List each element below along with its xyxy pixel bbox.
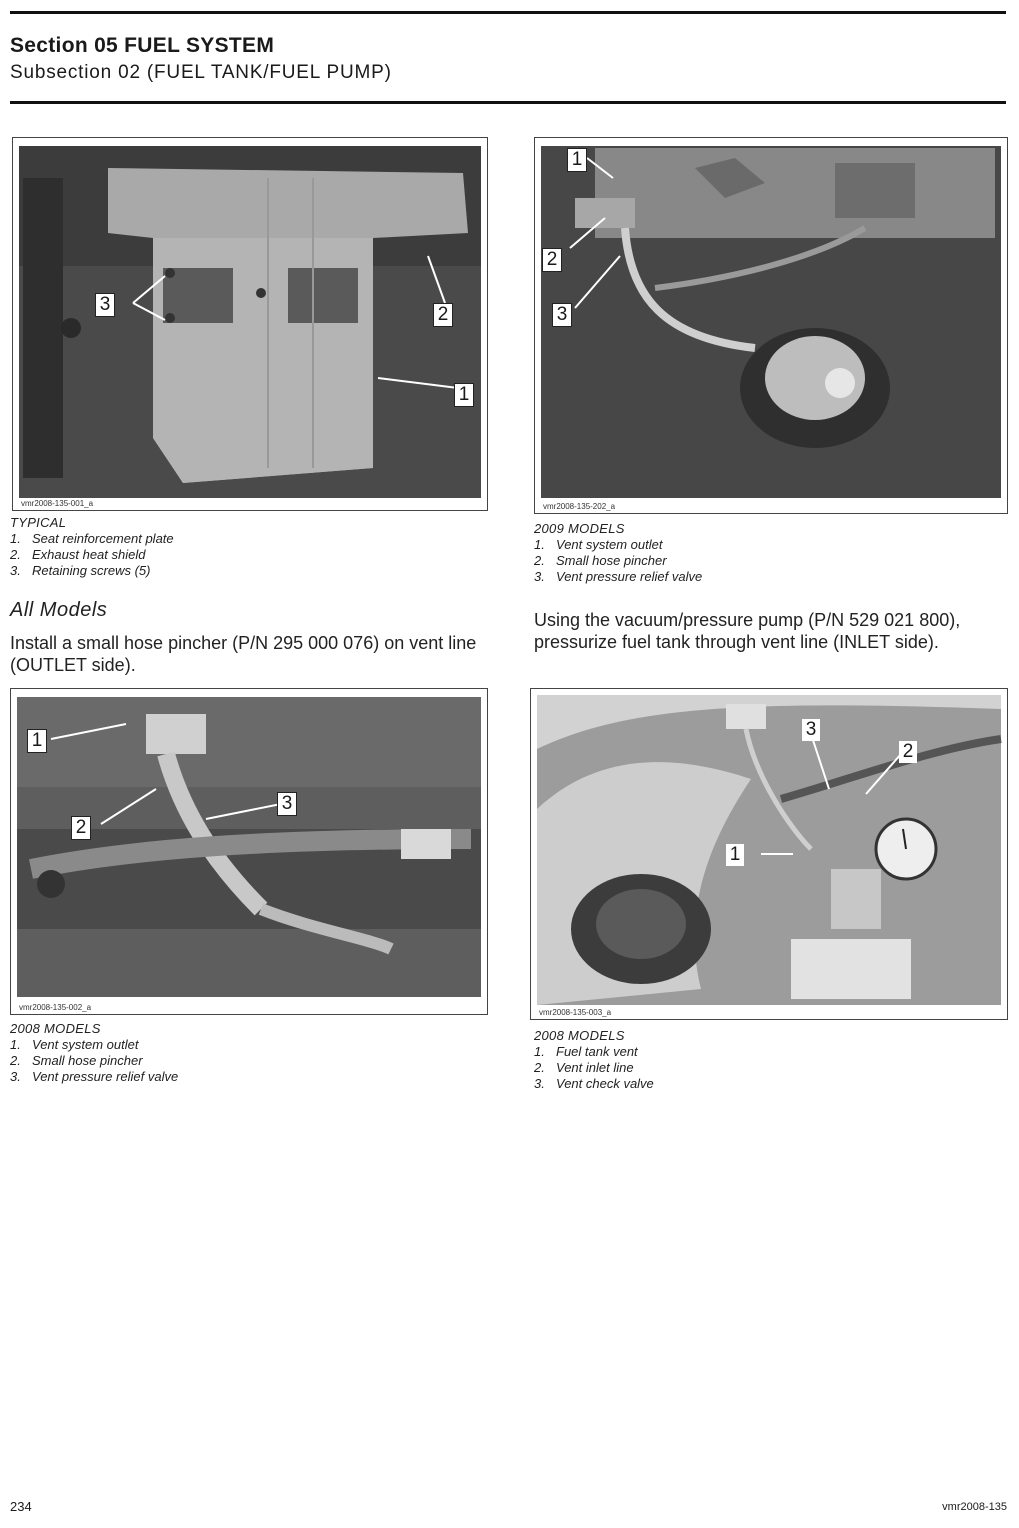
caption-item: 3. Vent check valve <box>534 1076 654 1091</box>
caption-2008-pincher <box>10 1021 178 1085</box>
callout-1: 1 <box>726 844 744 866</box>
right-paragraph: Using the vacuum/pressure pump (P/N 529 021 800), pressurize fuel tank through vent line (INLET side). <box>534 610 961 652</box>
figure-ref: vmr2008-135-003_a <box>539 1008 612 1017</box>
photo-2008-pressure <box>531 689 1007 1019</box>
figure-ref: vmr2008-135-202_a <box>543 502 616 511</box>
caption-item: 2. Small hose pincher <box>10 1053 143 1068</box>
callout-1: 1 <box>27 729 47 753</box>
page-number: 234 <box>10 1499 32 1514</box>
figure-heat-shield <box>12 137 488 511</box>
caption-item: 2. Vent inlet line <box>534 1060 634 1075</box>
left-paragraph: Install a small hose pincher (P/N 295 000 076) on vent line (OUTLET side). <box>10 633 477 675</box>
figure-ref: vmr2008-135-002_a <box>19 1003 92 1012</box>
section-title: Section 05 FUEL SYSTEM <box>10 34 275 57</box>
callout-1: 1 <box>567 148 587 172</box>
callout-3: 3 <box>277 792 297 816</box>
all-models-heading: All Models <box>10 599 108 621</box>
photo-2008-pincher <box>11 689 487 1014</box>
callout-3: 3 <box>552 303 572 327</box>
caption-title: TYPICAL <box>10 515 67 530</box>
caption-2009-vent <box>534 521 702 585</box>
callout-2: 2 <box>71 816 91 840</box>
caption-item: 3. Retaining screws (5) <box>10 563 151 578</box>
caption-heat-shield <box>10 515 174 579</box>
photo-2009-vent <box>535 138 1007 513</box>
callout-3: 3 <box>95 293 115 317</box>
caption-title: 2008 MODELS <box>534 1028 625 1043</box>
caption-2008-pressure <box>534 1028 654 1092</box>
photo-heat-shield <box>13 138 487 510</box>
caption-item: 2. Exhaust heat shield <box>10 547 146 562</box>
caption-title: 2008 MODELS <box>10 1021 101 1036</box>
subsection-title: Subsection 02 (FUEL TANK/FUEL PUMP) <box>10 62 392 83</box>
figure-2009-vent <box>534 137 1008 514</box>
callout-2: 2 <box>899 741 917 763</box>
callout-2: 2 <box>433 303 453 327</box>
top-rule <box>10 11 1006 14</box>
caption-item: 1. Vent system outlet <box>10 1037 139 1052</box>
caption-item: 1. Fuel tank vent <box>534 1044 638 1059</box>
figure-ref: vmr2008-135-001_a <box>21 499 94 508</box>
caption-item: 1. Seat reinforcement plate <box>10 531 174 546</box>
doc-reference: vmr2008-135 <box>942 1501 1007 1513</box>
figure-2008-pincher <box>10 688 488 1015</box>
caption-item: 3. Vent pressure relief valve <box>534 569 703 584</box>
header-rule <box>10 101 1006 104</box>
callout-1: 1 <box>454 383 474 407</box>
callout-3: 3 <box>802 719 820 741</box>
caption-item: 2. Small hose pincher <box>534 553 667 568</box>
figure-2008-pressure <box>530 688 1008 1020</box>
callout-2: 2 <box>542 248 562 272</box>
caption-title: 2009 MODELS <box>534 521 625 536</box>
caption-item: 1. Vent system outlet <box>534 537 663 552</box>
caption-item: 3. Vent pressure relief valve <box>10 1069 179 1084</box>
